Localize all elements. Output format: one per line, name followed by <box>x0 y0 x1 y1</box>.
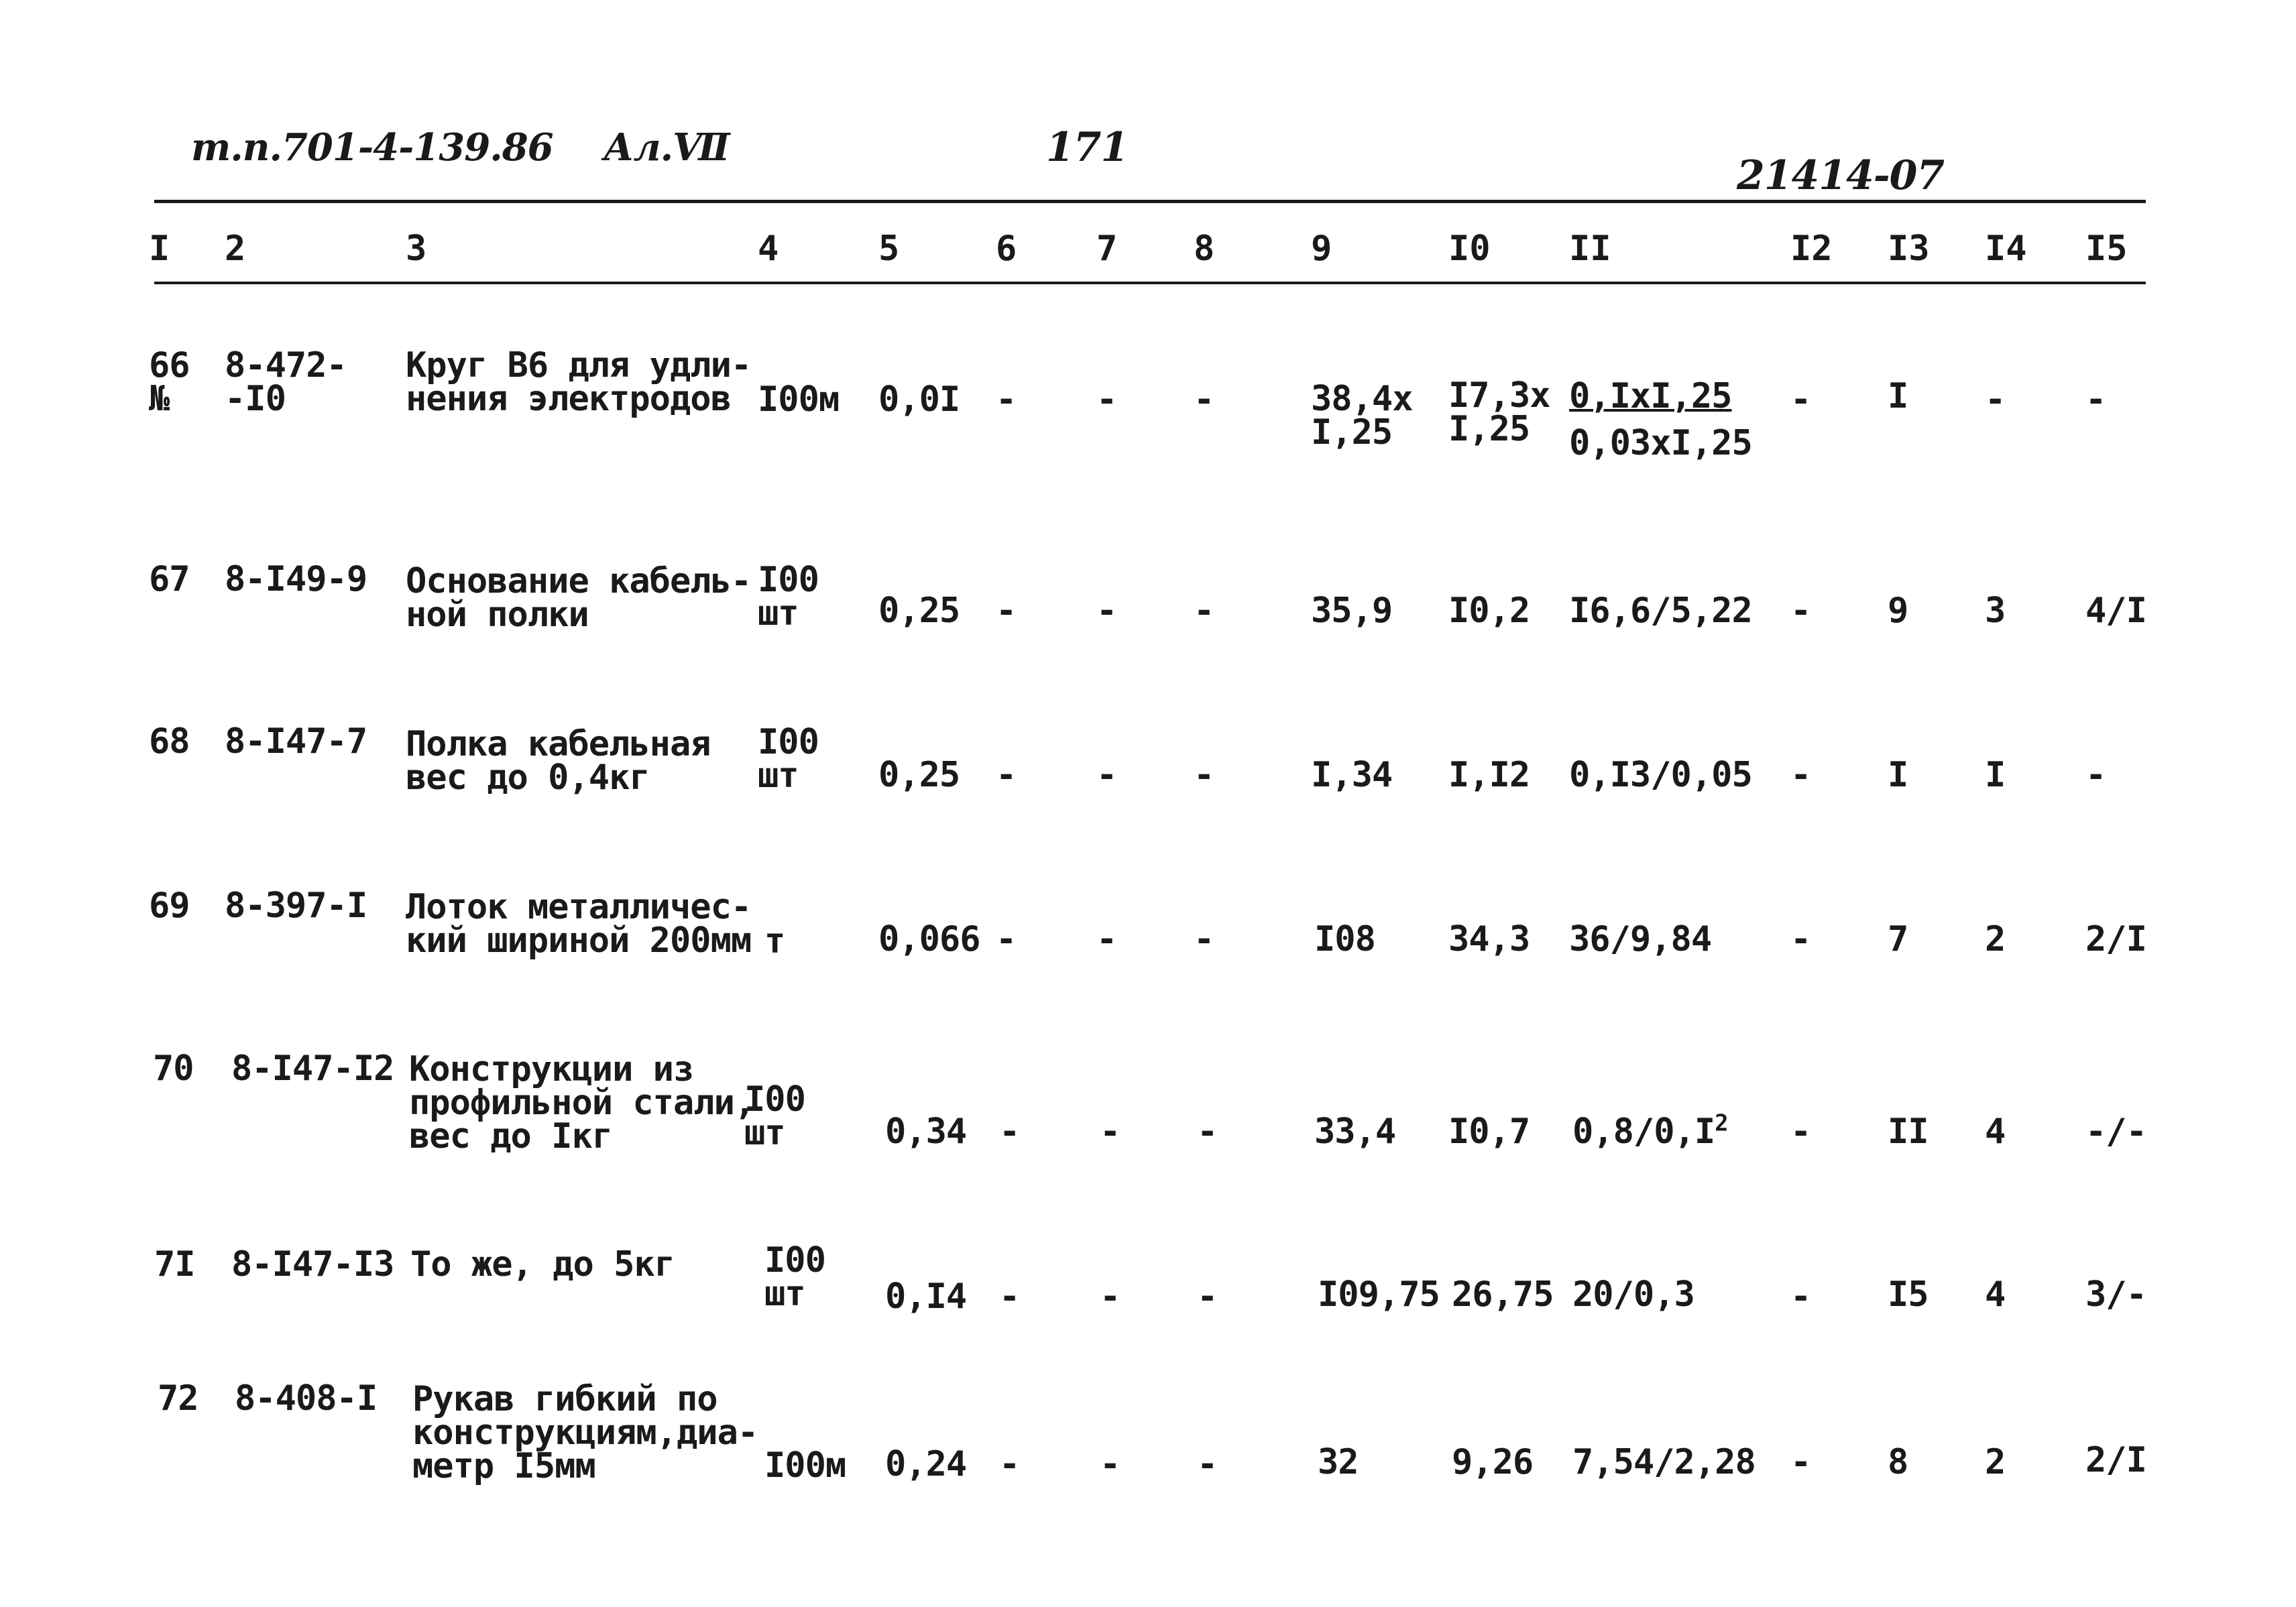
value-col10: 34,3 <box>1448 919 1530 959</box>
dash: - <box>1790 379 1811 420</box>
value-col10: I0,2 <box>1448 591 1530 631</box>
value-col13: 8 <box>1888 1442 1908 1482</box>
value-col14: 4 <box>1985 1274 2006 1315</box>
value-col11: I6,6/5,22 <box>1569 591 1752 631</box>
value-col14: 4 <box>1985 1112 2006 1152</box>
dash: - <box>1790 1112 1811 1152</box>
rate-code: 8-I47-7 <box>225 721 367 762</box>
dash: - <box>996 591 1017 631</box>
value-col9: I,34 <box>1311 755 1393 795</box>
value-col13: 7 <box>1888 919 1908 959</box>
dash: - <box>1194 755 1214 795</box>
dash: - <box>1096 591 1117 631</box>
value-col10: 26,75 <box>1452 1274 1554 1315</box>
dash: - <box>1096 919 1117 959</box>
value-col10: I7,3х I,25 <box>1448 375 1550 449</box>
dash: - <box>1790 1442 1811 1482</box>
value-col11: 20/0,3 <box>1572 1274 1695 1315</box>
column-number: 3 <box>406 229 427 269</box>
value-col10: I,I2 <box>1448 755 1530 795</box>
fraction-numerator: 0,IхI,25 <box>1569 376 1732 416</box>
dash: - <box>999 1276 1020 1317</box>
item-name: Полка кабельная вес до 0,4кг <box>406 724 711 798</box>
column-number: 7 <box>1096 229 1118 269</box>
rate-code: 8-I47-I2 <box>231 1049 394 1089</box>
inventory-number: 21414-07 <box>1737 152 1945 199</box>
column-number: II <box>1569 229 1611 269</box>
dash: - <box>1194 379 1214 420</box>
item-name: Круг В6 для удли- нения электродов <box>406 345 752 419</box>
dash: - <box>1100 1276 1121 1317</box>
rate-code: 8-I47-I3 <box>231 1244 394 1285</box>
dash: - <box>1197 1112 1218 1152</box>
dash: - <box>1096 755 1117 795</box>
value-col9: I08 <box>1314 919 1375 959</box>
dash: - <box>2085 755 2106 795</box>
unit: I00 шт <box>758 560 819 634</box>
value-col10: 9,26 <box>1452 1442 1534 1482</box>
row-number: 70 <box>153 1049 194 1089</box>
item-name: Рукав гибкий по конструкциям,диа- метр I5мм <box>412 1379 758 1486</box>
dash: - <box>1790 1276 1811 1317</box>
column-number: 9 <box>1311 229 1332 269</box>
value-col15: 2/I <box>2085 919 2146 959</box>
album-label: Ал.Ⅶ <box>604 125 730 170</box>
value-col11: $0,8/0,I^2$ <box>1572 1110 1728 1152</box>
value-col13: II <box>1888 1112 1929 1152</box>
value-col11: 7,54/2,28 <box>1572 1442 1756 1482</box>
value-col13: 9 <box>1888 591 1908 631</box>
value-col14: 3 <box>1985 591 2006 631</box>
value-col13: I <box>1888 376 1908 416</box>
column-number: I2 <box>1790 229 1833 269</box>
column-number: 4 <box>758 229 779 269</box>
column-number: 6 <box>996 229 1017 269</box>
value-col13: I5 <box>1888 1274 1929 1315</box>
column-number: 2 <box>225 229 246 269</box>
value-col9: 32 <box>1318 1442 1359 1482</box>
column-number: 5 <box>878 229 900 269</box>
value-col10: I0,7 <box>1448 1112 1530 1152</box>
quantity: 0,0I <box>878 379 960 420</box>
dash: - <box>999 1444 1020 1484</box>
column-number: I0 <box>1448 229 1491 269</box>
column-number: I <box>149 229 170 269</box>
dash: - <box>2085 379 2106 420</box>
value-col13: I <box>1888 755 1908 795</box>
dash: - <box>1197 1276 1218 1317</box>
rate-code: 8-408-I <box>235 1378 378 1419</box>
rate-code: 8-397-I <box>225 886 367 926</box>
quantity: 0,I4 <box>885 1276 967 1317</box>
value-col11: 0,I3/0,05 <box>1569 755 1752 795</box>
column-number: I4 <box>1985 229 2027 269</box>
dash: - <box>1197 1444 1218 1484</box>
dash: - <box>996 755 1017 795</box>
dash: - <box>1100 1444 1121 1484</box>
column-number: I5 <box>2085 229 2128 269</box>
item-name: Основание кабель- ной полки <box>406 561 752 635</box>
dash: - <box>996 919 1017 959</box>
value-col15: 4/I <box>2085 591 2146 631</box>
value-col14: I <box>1985 755 2006 795</box>
quantity: 0,34 <box>885 1112 967 1152</box>
dash: - <box>996 379 1017 420</box>
dash: - <box>1790 919 1811 959</box>
value-col14: 2 <box>1985 1442 2006 1482</box>
value-col9: 33,4 <box>1314 1112 1396 1152</box>
value-col11: 36/9,84 <box>1569 919 1712 959</box>
value-col15: -/- <box>2085 1112 2146 1152</box>
dash: - <box>1096 379 1117 420</box>
quantity: 0,24 <box>885 1444 967 1484</box>
row-number: 67 <box>149 559 190 599</box>
unit: I00м <box>764 1445 846 1486</box>
row-number: 66 № <box>149 345 190 419</box>
unit: I00 шт <box>744 1079 805 1153</box>
column-number: I3 <box>1888 229 1930 269</box>
value-col14: 2 <box>1985 919 2006 959</box>
dash: - <box>1985 379 2006 420</box>
row-number: 69 <box>149 886 190 926</box>
unit: т <box>764 921 785 961</box>
dash: - <box>1100 1112 1121 1152</box>
value-col9: I09,75 <box>1318 1274 1440 1315</box>
unit: I00м <box>758 379 840 420</box>
rate-code: 8-472- -I0 <box>225 345 347 419</box>
row-number: 68 <box>149 721 190 762</box>
item-name: То же, до 5кг <box>410 1244 675 1285</box>
fraction-denominator: 0,03хI,25 <box>1569 423 1752 463</box>
column-header-rule <box>154 282 2146 284</box>
dash: - <box>1790 591 1811 631</box>
row-number: 72 <box>158 1378 198 1419</box>
column-number: 8 <box>1194 229 1215 269</box>
quantity: 0,25 <box>878 591 960 631</box>
item-name: Лоток металличес- кий шириной 200мм <box>406 887 752 961</box>
quantity: 0,25 <box>878 755 960 795</box>
dash: - <box>1194 591 1214 631</box>
rate-code: 8-I49-9 <box>225 559 367 599</box>
item-name: Конструкции из профильной стали, вес до Iкг <box>409 1049 755 1156</box>
document-code: т.п.701-4-139.86 <box>191 125 553 170</box>
value-col15: 3/- <box>2085 1274 2146 1315</box>
dash: - <box>1790 755 1811 795</box>
dash: - <box>1194 919 1214 959</box>
value-col15: 2/I <box>2085 1440 2146 1480</box>
page-number: 171 <box>1046 124 1129 171</box>
header-top-rule <box>154 200 2146 203</box>
dash: - <box>999 1112 1020 1152</box>
value-col9: 35,9 <box>1311 591 1393 631</box>
value-col9: 38,4х I,25 <box>1311 379 1413 453</box>
unit: I00 шт <box>758 722 819 796</box>
unit: I00 шт <box>764 1240 825 1314</box>
quantity: 0,066 <box>878 919 980 959</box>
row-number: 7I <box>154 1244 195 1285</box>
